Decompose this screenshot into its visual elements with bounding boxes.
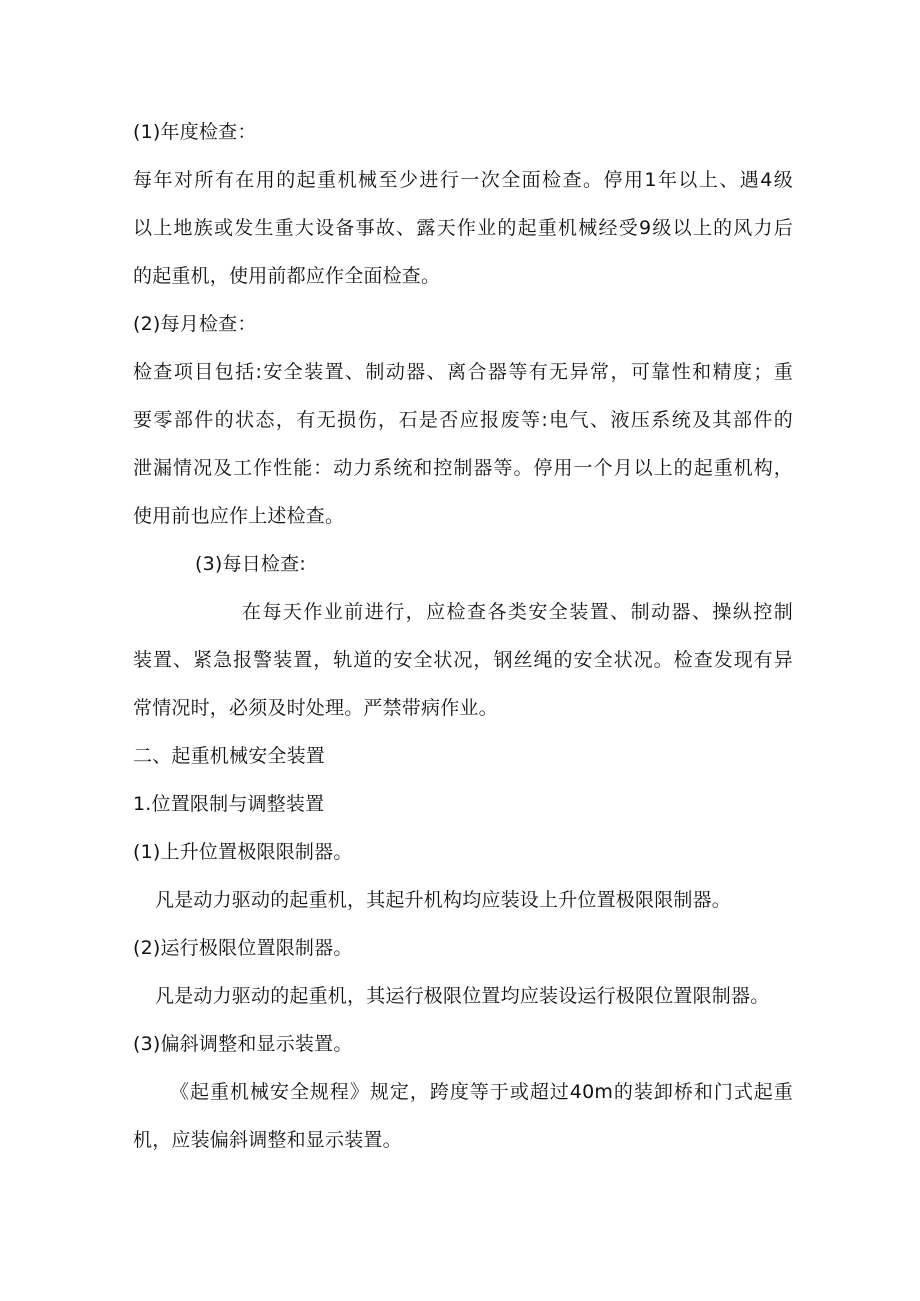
section-2-heading: 二、起重机械安全装置 (133, 745, 326, 767)
daily-check-text-line-1: 在每天作业前进行，应检查各类安全装置、制动器、操纵控制 (242, 601, 793, 623)
annual-check-text-line-1: 每年对所有在用的起重机械至少进行一次全面检查。停用1年以上、遇4级 (133, 169, 793, 191)
monthly-check-text-line-3: 泄漏情况及工作性能：动力系统和控制器等。停用一个月以上的起重机构， (133, 457, 793, 479)
monthly-check-text-line-4: 使用前也应作上述检查。 (133, 505, 345, 527)
subsection-1-heading: 1.位置限制与调整装置 (133, 793, 325, 815)
skew-adjustment-text-line-1: 《起重机械安全规程》规定，跨度等于或超过40m的装卸桥和门式起重 (170, 1081, 793, 1103)
skew-adjustment-text-line-2: 机，应装偏斜调整和显示装置。 (133, 1129, 402, 1151)
monthly-check-text-line-2: 要零部件的状态，有无损伤，石是否应报废等:电气、液压系统及其部件的 (133, 409, 793, 431)
skew-adjustment-heading: (3)偏斜调整和显示装置。 (133, 1033, 353, 1055)
annual-check-heading: (1)年度检查： (133, 121, 257, 143)
daily-check-text-line-2: 装置、紧急报警装置，轨道的安全状况，钢丝绳的安全状况。检查发现有异 (133, 649, 793, 671)
annual-check-text-line-3: 的起重机，使用前都应作全面检查。 (133, 265, 441, 287)
travel-limit-heading: (2)运行极限位置限制器。 (133, 937, 353, 959)
monthly-check-heading: (2)每月检查： (133, 313, 257, 335)
monthly-check-text-line-1: 检查项目包括:安全装置、制动器、离合器等有无异常，可靠性和精度；重 (133, 361, 793, 383)
upper-limit-heading: (1)上升位置极限限制器。 (133, 841, 353, 863)
travel-limit-text: 凡是动力驱动的起重机，其运行极限位置均应装设运行极限位置限制器。 (155, 985, 770, 1007)
daily-check-text-line-3: 常情况时，必须及时处理。严禁带病作业。 (133, 697, 498, 719)
daily-check-heading: (3)每日检查: (195, 553, 306, 575)
annual-check-text-line-2: 以上地族或发生重大设备事故、露天作业的起重机械经受9级以上的风力后 (133, 217, 793, 239)
upper-limit-text: 凡是动力驱动的起重机，其起升机构均应装设上升位置极限限制器。 (155, 889, 732, 911)
